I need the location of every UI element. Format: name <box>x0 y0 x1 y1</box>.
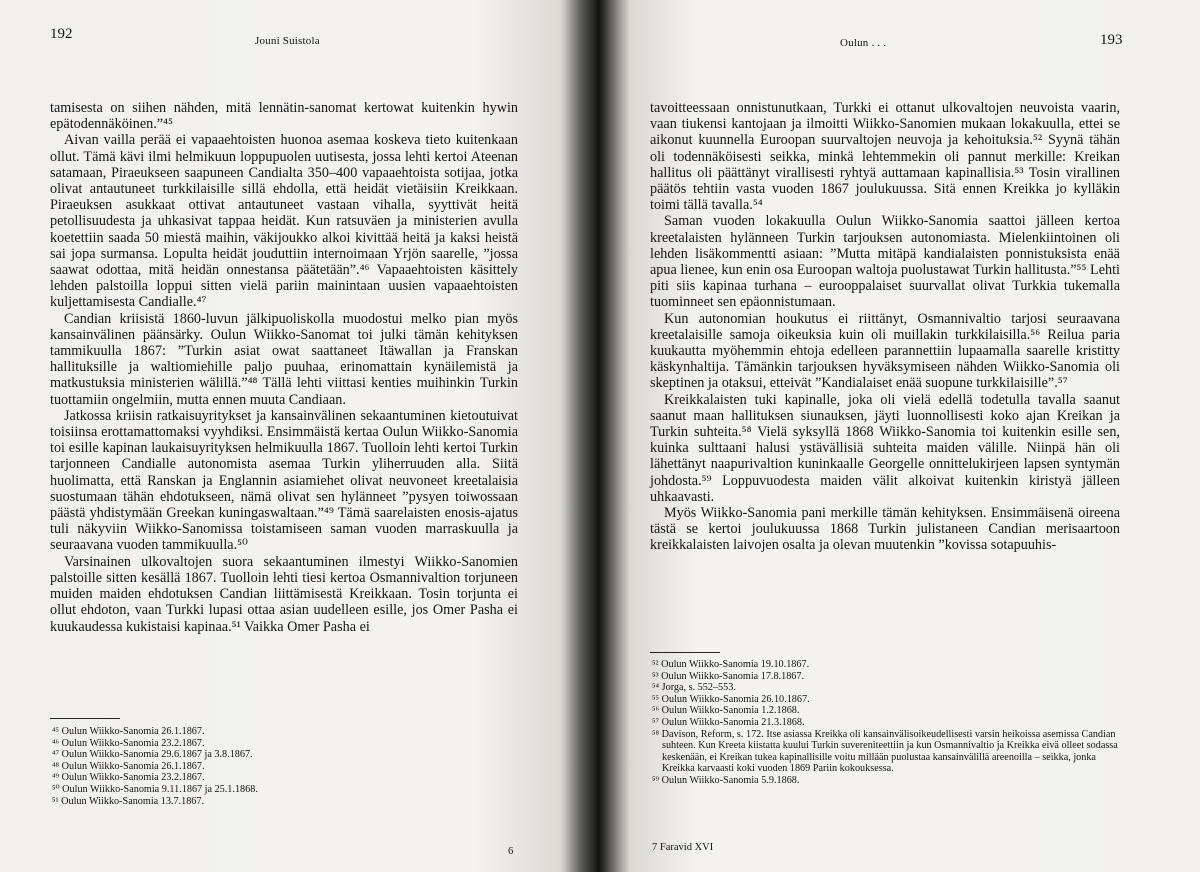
running-head: Jouni Suistola <box>255 35 320 47</box>
footnote: ⁴⁶ Oulun Wiikko-Sanomia 23.2.1867. <box>52 737 205 749</box>
footnote-rule <box>650 652 720 653</box>
footnote: ⁴⁹ Oulun Wiikko-Sanomia 23.2.1867. <box>52 772 205 784</box>
paragraph: Varsinainen ulkovaltojen suora sekaantuminen ilmestyi Wiikko-Sanomien palstoille sitten kesällä 1867. Tuolloin lehti tiesi kertoa Osmannivaltion torjuneen muiden maiden ehdotuksen Candian liittämisestä Kreikkaan. Tosin torjunta ei ollut ehdoton, vaan Turkki lupasi ottaa asian uudelleen esille, jos Omer Pasha ei kuukaudessa kukistaisi kapinaa.⁵¹ Vaikka Omer Pasha ei <box>50 553 518 635</box>
footnote: ⁴⁸ Oulun Wiikko-Sanomia 26.1.1867. <box>52 760 205 772</box>
signature-mark: 7 Faravid XVI <box>652 842 714 853</box>
paragraph: Kreikkalaisten tuki kapinalle, joka oli vielä edellä todetulla tavalla saanut saanut maan hallituksen siunauksen, jäyti luonnollisesti koko ajan Kreikan ja Turkin suhteita.⁵⁸ Vielä syksyllä 1868 Wiikko-Sanomia toi kuitenkin esille sen, kuinka sulttaani halusi ystävällisiä suhteita maiden välille. Niinpä hän oli lähettänyt naapurivaltion kuninkaalle Georgelle onnittelukirjeen lapsen syntymän johdosta.⁵⁹ Loppuvuodesta maiden välit alkoivat kuitenkin kiristyä jälleen uhkaavasti. <box>650 391 1120 505</box>
footnote: ⁵⁴ Jorga, s. 552–553. <box>652 682 736 694</box>
footnote: ⁵⁹ Oulun Wiikko-Sanomia 5.9.1868. <box>652 774 800 786</box>
page-number: 192 <box>50 26 73 42</box>
paragraph: Candian kriisistä 1860-luvun jälkipuoliskolla muodostui melko pian myös kansainvälinen päänsärky. Oulun Wiikko-Sanomat toi julki tämän kehityksen tammikuulla 1867: ”Turkin asiat owat saattaneet Itäwallan ja Franskan hallituksille ja waltiomiehille paljo puuhaa, erinomattain kynäilemistä ja matkustuksia ministerien wälillä.”⁴⁸ Tällä lehti viittasi kenties muihinkin Turkin tuottamiin ongelmiin, mutta ennen muuta Candiaan. <box>50 310 518 408</box>
footnote: ⁵⁶ Oulun Wiikko-Sanomia 1.2.1868. <box>652 705 800 717</box>
footnote: ⁴⁵ Oulun Wiikko-Sanomia 26.1.1867. <box>52 726 205 737</box>
running-head: Oulun . . . <box>840 37 887 49</box>
body-text <box>650 100 1120 554</box>
left-page <box>0 0 590 872</box>
paragraph: Saman vuoden lokakuulla Oulun Wiikko-Sanomia saattoi jälleen kertoa kreetalaisten hylänneen Turkin tarjouksen autonomiasta. Mielenkiintoinen oli lehden lisäkommentti asiaan: ”Mutta mitäpä kandialaisten ponnistuksista enää apua lienee, kun enin osa Euroopan waltoja puolustawat Turkin hallitusta.”⁵⁵ Lehti piti siis kapinaa turhana – eurooppalaiset suurvallat olivat Turkkia tukemalla tuominneet sen epäonnistumaan. <box>650 213 1120 311</box>
footnote: ⁵⁸ Davison, Reform, s. 172. Itse asiassa Kreikka oli kansainvälisoikeudellisesti varsin heikoissa asemissa Candian suhteen. Kun Kreeta kiistatta kuului Turkin suvereniteettiin ja kun Osmannivaltio ja Kreikka eivä olleet sodassa keskenään, ei Kreikan tukea kapinallisille voitu millään puolustaa kansainvälillä areenoilla – seikka, jonka Kreikka karvaasti koki vuoden 1869 Pariin kokouksessa. <box>652 728 1118 775</box>
paragraph: Kun autonomian houkutus ei riittänyt, Osmannivaltio tarjosi seuraavana kreetalaisille samoja oikeuksia kuin oli muillakin turkkilaisilla.⁵⁶ Reilua paria kuukautta myöhemmin ehtoja edelleen parannettiin lupaamalla saarelle kristitty käskynhaltija. Tämänkin tarjouksen hyväksymiseen nähden Wiikko-Sanomia oli skeptinen ja otaksui, etteivät ”Kandialaiset enää suopune turkkilaisille”.⁵⁷ <box>650 310 1120 392</box>
footnote: ⁵³ Oulun Wiikko-Sanomia 17.8.1867. <box>652 670 805 682</box>
footnote: ⁵⁷ Oulun Wiikko-Sanomia 21.3.1868. <box>652 716 805 728</box>
signature-mark: 6 <box>508 846 514 857</box>
footnote: ⁵² Oulun Wiikko-Sanomia 19.10.1867. <box>652 659 810 670</box>
page-number: 193 <box>1100 32 1123 48</box>
footnotes <box>652 659 1122 787</box>
paragraph: tavoitteessaan onnistunutkaan, Turkki ei ottanut ulkovaltojen neuvoista vaarin, vaan tiukensi kantojaan ja ilmoitti Wiikko-Sanomien mukaan lokakuulla, ettei se aikonut kuunnella Euroopan suurvaltojen neuvoja ja kehoituksia.⁵² Syynä tähän oli todennäköisesti seikka, minkä lehtemmekin oli pannut merkille: Kreikan hallitus oli päättänyt virallisesti ryhtyä auttamaan kapinallisia.⁵³ Tosin virallinen päätös tehtiin vasta vuoden 1867 joulukuussa. Sitä ennen Kreikka jo kylläkin toimi tällä tavalla.⁵⁴ <box>650 100 1120 214</box>
footnote-rule <box>50 718 120 719</box>
footnote: ⁵⁵ Oulun Wiikko-Sanomia 26.10.1867. <box>652 693 810 705</box>
body-text <box>50 100 518 635</box>
right-page <box>590 0 1200 872</box>
footnote: ⁵¹ Oulun Wiikko-Sanomia 13.7.1867. <box>52 795 205 807</box>
footnote: ⁴⁷ Oulun Wiikko-Sanomia 29.6.1867 ja 3.8.1867. <box>52 749 253 761</box>
footnote: ⁵⁰ Oulun Wiikko-Sanomia 9.11.1867 ja 25.1.1868. <box>52 783 258 795</box>
paragraph: tamisesta on siihen nähden, mitä lennätin-sanomat kertowat kuitenkin hywin epätodennäköinen.”⁴⁵ <box>50 100 518 133</box>
paragraph: Jatkossa kriisin ratkaisuyritykset ja kansainvälinen sekaantuminen kietoutuivat toisiinsa erottamattomaksi vyyhdiksi. Ensimmäistä kertaa Oulun Wiikko-Sanomia toi esille kapinan laukaisuyrityksen helmikuulla 1867. Tuolloin lehti kertoi Turkin tarjonneen Candialle autonomista asemaa Turkin yliherruuden alla. Siitä huolimatta, että Ranskan ja Englannin asiamiehet olivat neuvoneet kreetalaisia suostumaan tähän ehdotukseen, nämä olivat sen hylänneet ”pysyen toiwossaan päästä yhdistymään Greekan kuningaswaltaan.”⁴⁹ Tämä saarelaisten enosis-ajatus tuli näkyviin Wiikko-Sanomissa toistamiseen saman vuoden marraskuulla ja seuraavana vuoden tammikuulla.⁵⁰ <box>50 407 518 554</box>
paragraph: Aivan vailla perää ei vapaaehtoisten huonoa asemaa koskeva tieto kuitenkaan ollut. Tämä kävi ilmi helmikuun loppupuolen uutisesta, jossa lehti kertoi Ateenan satamaan, Piraeukseen saapuneen Candialta 350–400 vapaaehtoista sotijaa, jotka olivat antautuneet turkkilaisille sillä ehdolla, että heidät vietäisiin Kreikkaan. Piraeuksen asukkaat ottivat antautuneet vastaan vihalla, syyttivät heitä petollisuudesta ja uhkasivat tappaa heidät. Kun ratsuväen ja ministerien avulla koetettiin saada 50 miestä maihin, väkijoukko alkoi kivittää heitä ja kaksi heistä sai jopa surmansa. Lopulta heidät jouduttiin internoimaan Yrjön saarelle, ”jossa saawat odottaa, mitä heidän onnestansa päätetään”.⁴⁶ Vapaaehtoisten käsittely lehden palstoilla loppui sitten vielä pariin mainintaan uusien vapaaehtoisten kuljettamisesta Candialle.⁴⁷ <box>50 132 518 311</box>
paragraph: Myös Wiikko-Sanomia pani merkille tämän kehityksen. Ensimmäisenä oireena tästä se kertoi joulukuussa 1868 Turkin julistaneen Candian merisaartoon kreikkalaisten laivojen osalta ja olevan muutenkin ”kovissa sotapuuhis- <box>650 505 1120 554</box>
footnotes <box>52 726 492 807</box>
